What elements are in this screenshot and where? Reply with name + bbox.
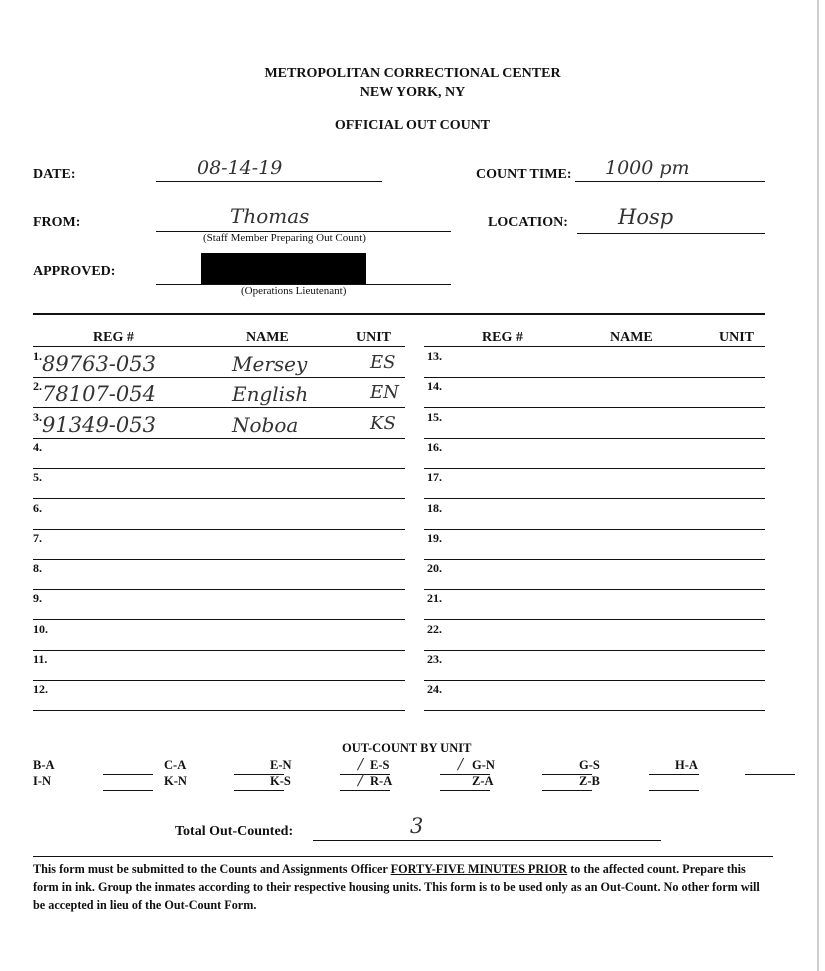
row-line xyxy=(424,377,765,378)
unit-label: Z-A xyxy=(472,774,494,788)
unit-count[interactable]: / xyxy=(358,771,364,789)
header-underline-left xyxy=(33,346,405,347)
row-line xyxy=(424,498,765,499)
row-number: 11. xyxy=(33,652,48,666)
row-line xyxy=(33,680,405,681)
unit-label: I-N xyxy=(33,774,52,788)
col-unit-right: UNIT xyxy=(719,330,755,345)
unit-label: R-A xyxy=(370,774,393,788)
row-line xyxy=(424,468,765,469)
reg-number[interactable]: 91349-053 xyxy=(42,412,156,437)
total-underline xyxy=(313,840,661,841)
footer-text-2: to the affected count. Prepare this form in ink. Group the inmates according to their respective housing units. This form is to be used only as an Out-Count. No other form will be accepted in lieu of the Out-Count Form. xyxy=(33,862,760,912)
count-time-label: COUNT TIME: xyxy=(476,167,572,182)
reg-number[interactable]: 78107-054 xyxy=(42,382,156,407)
inmate-unit[interactable]: KS xyxy=(370,412,396,434)
row-line xyxy=(424,438,765,439)
col-reg-left: REG # xyxy=(93,330,134,345)
row-number: 9. xyxy=(33,591,42,606)
row-line xyxy=(424,559,765,560)
row-line xyxy=(33,559,405,560)
row-number: 15. xyxy=(427,409,442,424)
footer-text-1: This form must be submitted to the Counts and Assignments Officer xyxy=(33,862,391,876)
count-time-value[interactable]: 1000 pm xyxy=(605,157,690,179)
facility-name: METROPOLITAN CORRECTIONAL CENTER xyxy=(264,66,561,81)
row-number: 14. xyxy=(427,379,442,394)
row-line xyxy=(424,619,765,620)
unit-label: K-S xyxy=(270,774,291,788)
location-label: LOCATION: xyxy=(488,215,568,230)
row-line xyxy=(424,529,765,530)
row-line xyxy=(33,468,405,469)
unit-blank xyxy=(542,790,592,791)
date-value[interactable]: 08-14-19 xyxy=(197,157,283,179)
footer-rule xyxy=(33,856,773,857)
row-number: 13. xyxy=(427,349,442,363)
header-underline-right xyxy=(424,346,765,347)
row-number: 3. xyxy=(33,409,42,424)
reg-number[interactable]: 89763-053 xyxy=(42,352,156,376)
facility-location: NEW YORK, NY xyxy=(359,85,466,100)
location-underline xyxy=(577,233,765,234)
unit-label: E-S xyxy=(370,758,390,772)
row-line xyxy=(424,680,765,681)
unit-label: E-N xyxy=(270,758,292,772)
row-line xyxy=(33,438,405,439)
from-caption: (Staff Member Preparing Out Count) xyxy=(203,232,366,244)
col-name-left: NAME xyxy=(246,330,289,345)
inmate-name[interactable]: Mersey xyxy=(232,352,308,376)
row-number: 8. xyxy=(33,561,42,576)
row-number: 20. xyxy=(427,561,442,576)
location-value[interactable]: Hosp xyxy=(618,205,674,229)
approved-label: APPROVED: xyxy=(33,264,116,279)
row-line xyxy=(424,650,765,651)
col-unit-left: UNIT xyxy=(356,330,392,345)
approved-caption: (Operations Lieutenant) xyxy=(241,285,347,297)
row-number: 21. xyxy=(427,591,442,606)
row-line xyxy=(33,377,405,378)
footer-emphasis: FORTY-FIVE MINUTES PRIOR xyxy=(390,862,568,876)
unit-blank xyxy=(103,790,153,791)
row-line xyxy=(33,589,405,590)
outcount-title: OUT-COUNT BY UNIT xyxy=(342,741,472,755)
row-number: 16. xyxy=(427,439,442,454)
unit-blank xyxy=(649,790,699,791)
unit-blank xyxy=(340,790,390,791)
row-number: 5. xyxy=(33,470,42,485)
row-number: 22. xyxy=(427,621,442,636)
unit-blank xyxy=(103,774,153,775)
from-value[interactable]: Thomas xyxy=(230,204,310,228)
row-line xyxy=(33,619,405,620)
inmate-name[interactable]: English xyxy=(232,382,309,407)
row-line xyxy=(424,710,765,711)
unit-label: B-A xyxy=(33,758,55,772)
unit-count[interactable]: / xyxy=(458,755,464,773)
row-line xyxy=(33,529,405,530)
form-title: OFFICIAL OUT COUNT xyxy=(334,118,491,133)
inmate-unit[interactable]: ES xyxy=(370,352,396,373)
row-number: 24. xyxy=(427,682,442,697)
row-number: 6. xyxy=(33,500,42,515)
row-number: 19. xyxy=(427,530,442,545)
redacted-signature xyxy=(201,253,366,284)
row-line xyxy=(33,650,405,651)
row-line xyxy=(424,407,765,408)
unit-label: C-A xyxy=(164,758,187,772)
col-reg-right: REG # xyxy=(482,330,523,345)
unit-label: Z-B xyxy=(579,774,600,788)
row-line xyxy=(424,589,765,590)
unit-label: G-S xyxy=(579,758,600,772)
row-number: 1. xyxy=(33,349,42,363)
footer-instructions xyxy=(33,860,773,914)
total-label: Total Out-Counted: xyxy=(175,824,294,839)
unit-blank xyxy=(234,790,284,791)
row-number: 10. xyxy=(33,621,48,636)
page-edge xyxy=(817,0,819,971)
row-number: 4. xyxy=(33,439,42,454)
row-line xyxy=(33,498,405,499)
col-name-right: NAME xyxy=(610,330,653,345)
date-label: DATE: xyxy=(33,167,76,182)
row-number: 12. xyxy=(33,682,48,697)
unit-blank xyxy=(649,774,699,775)
row-number: 2. xyxy=(33,379,42,394)
total-value[interactable]: 3 xyxy=(410,814,424,838)
count-time-underline xyxy=(575,181,765,182)
unit-blank xyxy=(745,774,795,775)
unit-blank xyxy=(440,790,490,791)
section-divider xyxy=(33,313,765,315)
row-line xyxy=(33,710,405,711)
date-underline xyxy=(156,181,382,182)
row-line xyxy=(33,407,405,408)
unit-label: G-N xyxy=(472,758,495,772)
row-number: 17. xyxy=(427,470,442,485)
row-number: 23. xyxy=(427,652,442,666)
inmate-unit[interactable]: EN xyxy=(370,382,399,404)
row-number: 18. xyxy=(427,500,442,515)
unit-label: H-A xyxy=(675,758,698,772)
row-number: 7. xyxy=(33,530,42,545)
unit-count[interactable]: / xyxy=(358,755,364,773)
unit-label: K-N xyxy=(164,774,187,788)
from-label: FROM: xyxy=(33,215,81,230)
inmate-name[interactable]: Noboa xyxy=(232,412,299,437)
